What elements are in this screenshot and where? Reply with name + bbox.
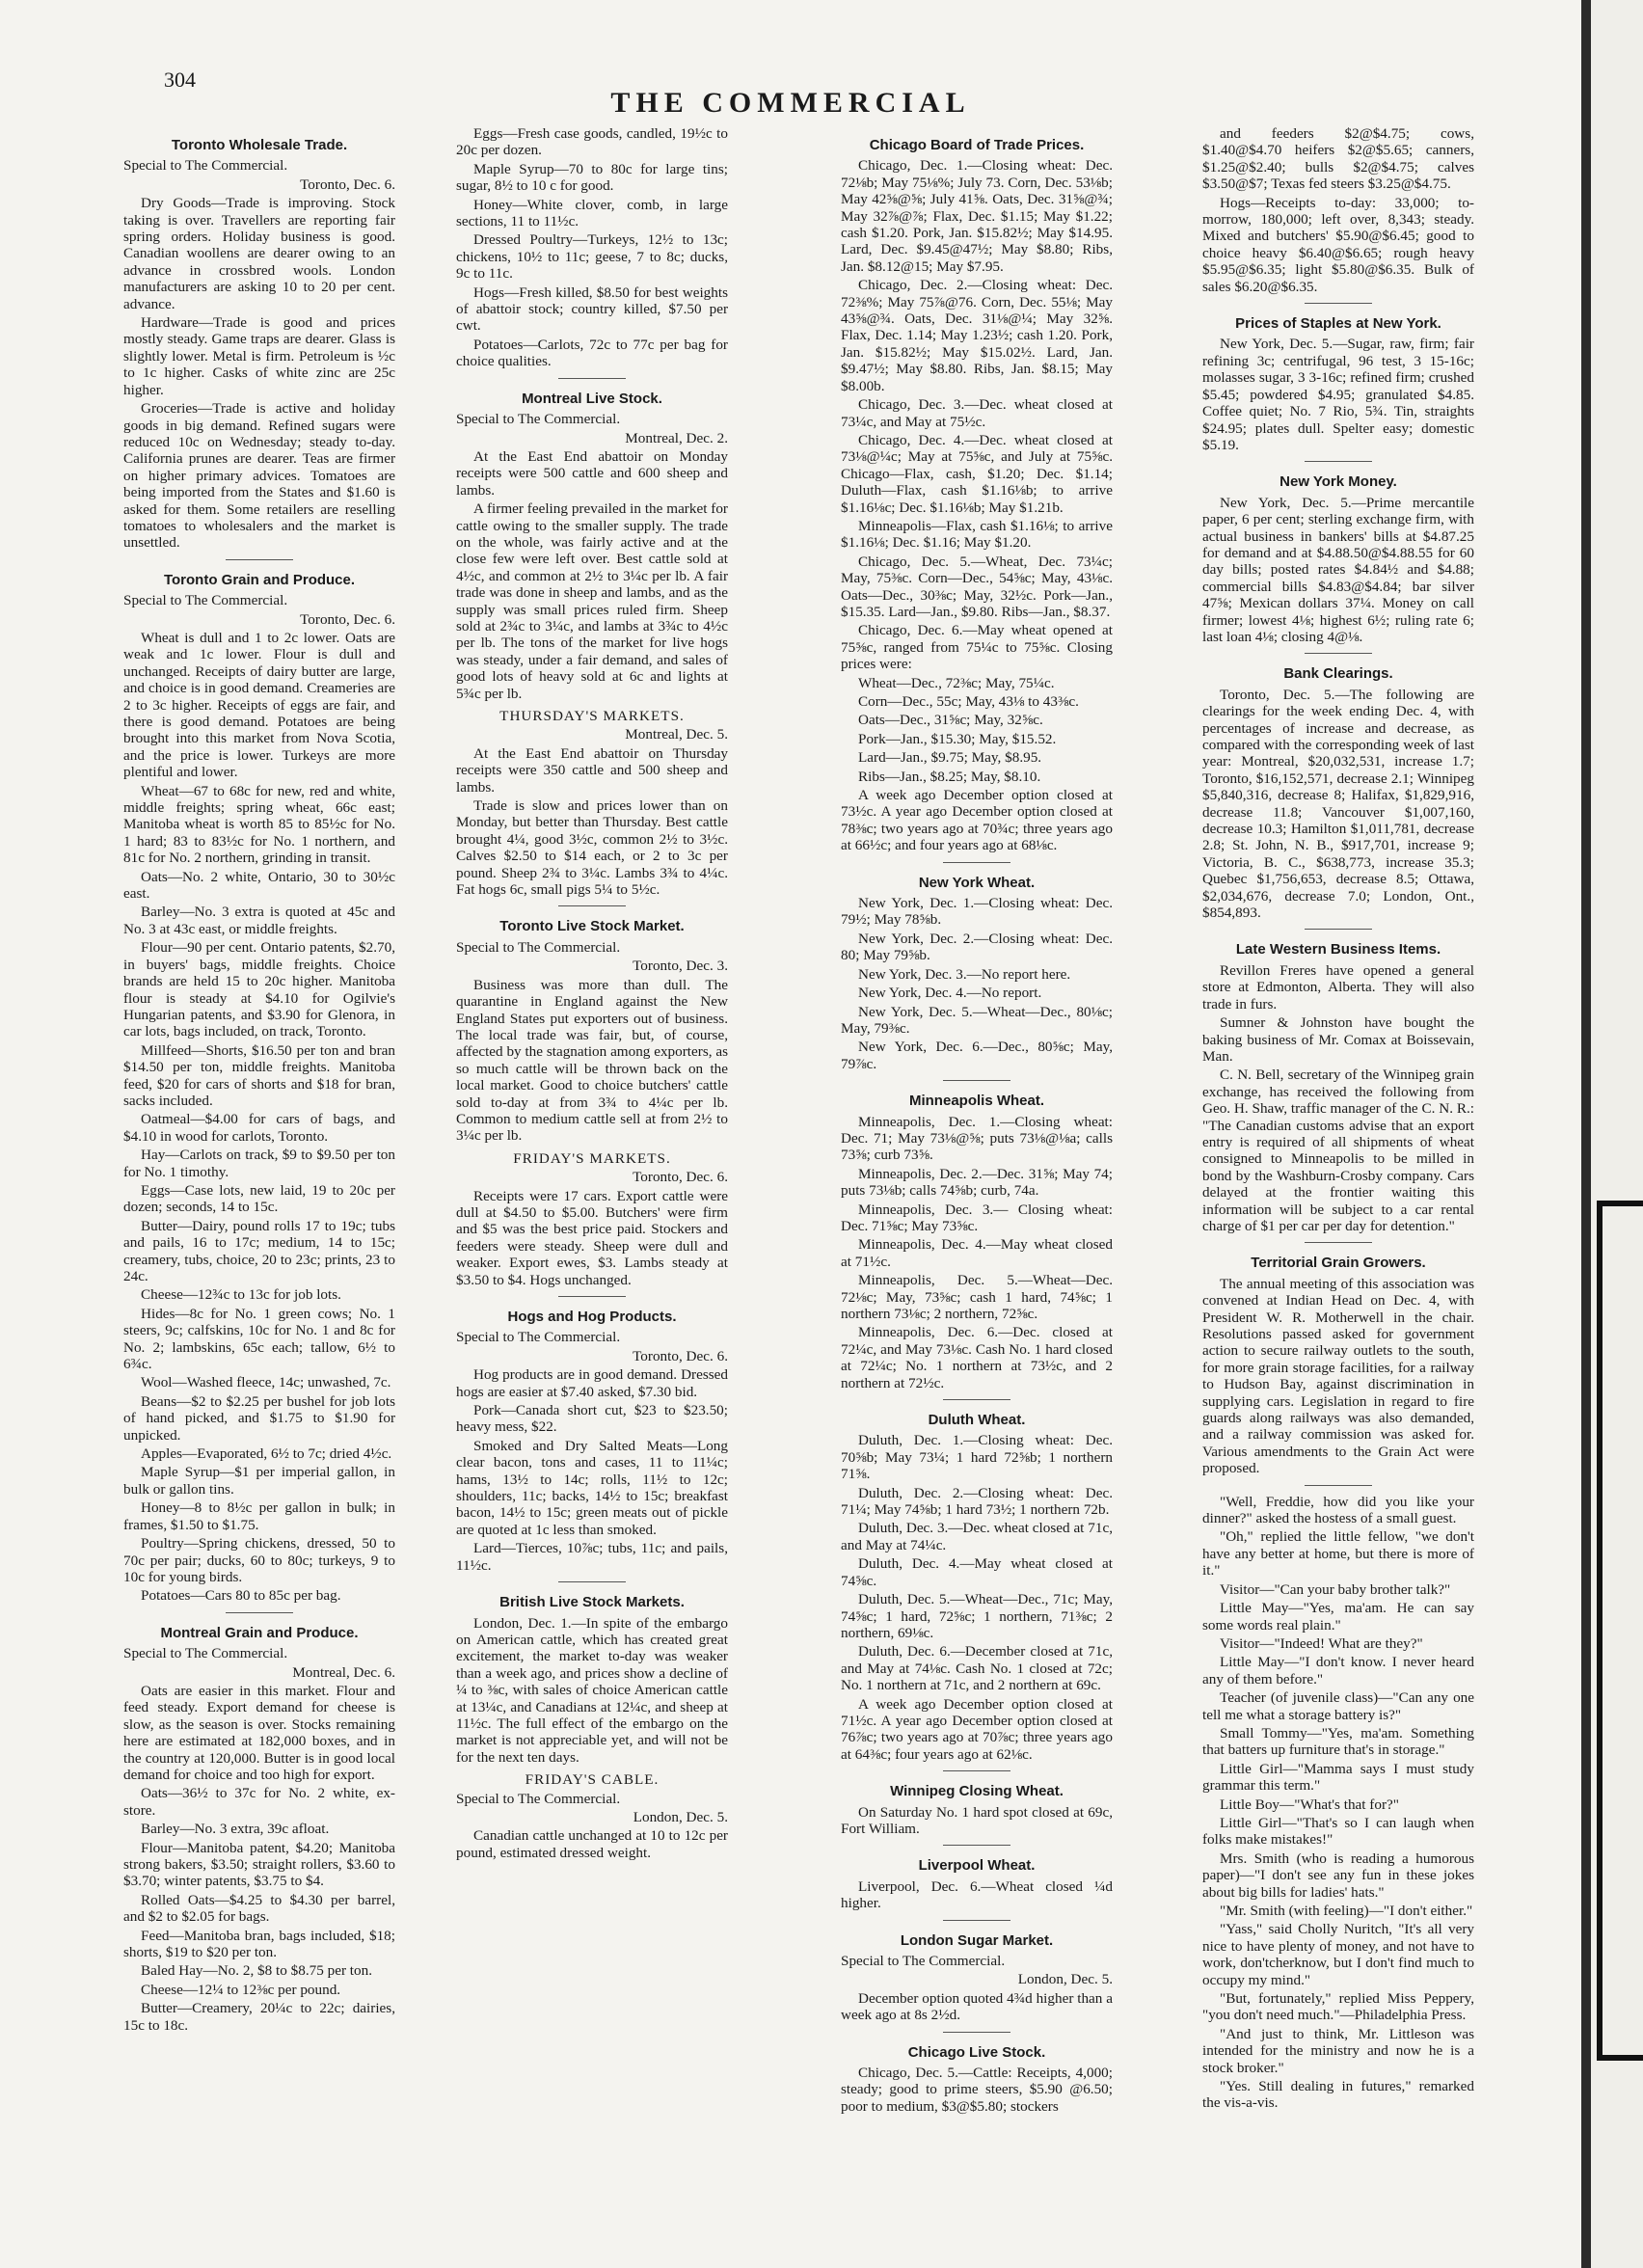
divider bbox=[1305, 653, 1372, 654]
section-heading: Late Western Business Items. bbox=[1235, 941, 1441, 958]
paragraph: Honey—8 to 8½c per gallon in bulk; in frames, $1.50 to $1.75. bbox=[123, 1499, 395, 1533]
paragraph: Sumner & Johnston have bought the baking business of Mr. Comax at Boissevain, Man. bbox=[1202, 1014, 1474, 1065]
paragraph: Honey—White clover, comb, in large sections, 11 to 11½c. bbox=[456, 196, 728, 230]
paragraph: Minneapolis, Dec. 6.—Dec. closed at 72¼c, and May 73⅛c. Cash No. 1 hard closed at 72¼c; No. 1 northern at 73½c, and 2 northern at 72½c. bbox=[841, 1324, 1113, 1391]
paragraph: Wool—Washed fleece, 14c; unwashed, 7c. bbox=[141, 1374, 391, 1391]
paragraph: Duluth, Dec. 4.—May wheat closed at 74⅝c. bbox=[841, 1555, 1113, 1589]
divider bbox=[558, 1581, 626, 1582]
paragraph: Oats are easier in this market. Flour and feed steady. Export demand for cheese is slow, as the season is over. Stocks remaining here are estimated at 182,000 boxes, and in the country at 120,000. Butter is in good local demand for choice and too high for export. bbox=[123, 1682, 395, 1783]
paragraph: "Well, Freddie, how did you like your dinner?" asked the hostess of a small guest. bbox=[1202, 1493, 1474, 1527]
paragraph: Cheese—12¼ to 12⅜c per pound. bbox=[141, 1981, 341, 1998]
paragraph: Receipts were 17 cars. Export cattle were dull at $4.50 to $5.00. Butchers' were firm and $5 was the best price paid. Stockers and feeders were steady. Sheep were dull and weaker. Export ewes, $3. Lambs steady at $3.50 to $4. Hogs unchanged. bbox=[456, 1187, 728, 1288]
paragraph: Little May—"Yes, ma'am. He can say some words real plain." bbox=[1202, 1600, 1474, 1634]
paragraph: Apples—Evaporated, 6½ to 7c; dried 4½c. bbox=[141, 1445, 392, 1463]
paragraph: London, Dec. 1.—In spite of the embargo on American cattle, which has created great excitement, the market to-day was weaker than a week ago, and prices show a decline of ¼ to ⅜c, with sales of choice American cattle at 13¼c, and Canadians at 12¼c, and sheep at 11½c. The full effect of the embargo on the market is not appreciable yet, and will not be for the next ten days. bbox=[456, 1614, 728, 1766]
paragraph: Potatoes—Cars 80 to 85c per bag. bbox=[141, 1587, 341, 1605]
paragraph: Wheat—Dec., 72⅜c; May, 75¼c. bbox=[858, 674, 1055, 691]
paragraph: Eggs—Fresh case goods, candled, 19½c to 20c per dozen. bbox=[456, 125, 728, 159]
paragraph: "Yes. Still dealing in futures," remarked the vis-a-vis. bbox=[1202, 2078, 1474, 2112]
paragraph: Barley—No. 3 extra, 39c afloat. bbox=[141, 1821, 330, 1838]
paragraph: Lard—Tierces, 10⅞c; tubs, 11c; and pails, 11½c. bbox=[456, 1540, 728, 1574]
paragraph: Oatmeal—$4.00 for cars of bags, and $4.10 in wood for carlots, Toronto. bbox=[123, 1111, 395, 1145]
paragraph: Minneapolis, Dec. 5.—Wheat—Dec. 72⅛c; May, 73⅝c; cash 1 hard, 74⅝c; 1 northern 73⅛c; 2 northern, 72⅝c. bbox=[841, 1272, 1113, 1322]
masthead: THE COMMERCIAL bbox=[610, 87, 971, 119]
section-heading: Toronto Grain and Produce. bbox=[163, 571, 356, 588]
paragraph: A firmer feeling prevailed in the market for cattle owing to the smaller supply. The trade on the whole, was fairly active and at the close few were left over. Best cattle sold at 4½c, and common at 2½ to 3¼c per lb. A fair trade was done in sheep and lambs, and as the supply was small prices ruled firm. Sheep sold at 2¾c to 3¼c, and lambs at 3¾c to 4½c per lb. The tons of the market for live hogs was steady, under a fair demand, and sales of good lots of heavy sold at 6c and lights at 5¾c per lb. bbox=[456, 500, 728, 702]
paragraph: New York, Dec. 5.—Sugar, raw, firm; fair refining 3c; centrifugal, 96 test, 3 15-16c; molasses sugar, 3 3-16c; refined firm; crushed $5.45; powdered $4.95; granulated $4.85. Coffee quiet; No. 7 Rio, 5¾. Tin, straights $24.95; plates dull. Spelter easy; domestic $5.19. bbox=[1202, 336, 1474, 453]
paragraph: Chicago, Dec. 6.—May wheat opened at 75⅝c, ranged from 75¼c to 75⅝c. Closing prices were: bbox=[841, 622, 1113, 673]
paragraph: C. N. Bell, secretary of the Winnipeg grain exchange, has received the following from Geo. H. Shaw, traffic manager of the C. N. R.: "The Canadian customs advise that an export entry is required of all shipments of wheat consigned to Minneapolis to be milled in bond by the Washburn-Crosby company. Cars delayed at the frontier waiting this information will be subject to a car rental charge of $1 per car per day for detention." bbox=[1202, 1066, 1474, 1234]
paragraph: Flour—90 per cent. Ontario patents, $2.70, in buyers' bags, middle freights. Choice brands are held 15 to 20c higher. Manitoba flour is steady at $4.10 for Ogilvie's Hungarian patents, and $3.90 for Glenora, in car lots, bags included, on track, Toronto. bbox=[123, 939, 395, 1040]
paragraph: Chicago, Dec. 1.—Closing wheat: Dec. 72⅛b; May 75⅛%; July 73. Corn, Dec. 53⅛b; May 42⅝@⅝; July 41⅝. Oats, Dec. 31⅝@¾; May 32⅞@⅞; Flax, Dec. $1.15; May $1.22; cash $1.20. Pork, Jan. $15.82½; May $14.95. Lard, Dec. $9.45@47½; May $8.80; Ribs, Jan. $8.12@15; May $7.95. bbox=[841, 157, 1113, 275]
section-heading: British Live Stock Markets. bbox=[499, 1594, 685, 1611]
paragraph: Revillon Freres have opened a general store at Edmonton, Alberta. They will also trade in furs. bbox=[1202, 961, 1474, 1012]
dateline: London, Dec. 5. bbox=[1017, 1971, 1113, 1988]
section-heading: Minneapolis Wheat. bbox=[908, 1093, 1044, 1110]
divider bbox=[943, 862, 1010, 863]
dateline: Toronto, Dec. 6. bbox=[633, 1347, 728, 1364]
paragraph: "Mr. Smith (with feeling)—"I don't either." bbox=[1220, 1903, 1473, 1919]
paragraph: Chicago, Dec. 5.—Wheat, Dec. 73¼c; May, 75⅜c. Corn—Dec., 54⅝c; May, 43⅛c. Oats—Dec., 30⅜c; May, 32½c. Pork—Jan., $15.35. Lard—Jan., $9.80. Ribs—Jan., $8.37. bbox=[841, 553, 1113, 620]
byline: Special to The Commercial. bbox=[123, 592, 288, 609]
divider bbox=[558, 905, 626, 906]
paragraph: Maple Syrup—70 to 80c for large tins; sugar, 8½ to 10 c for good. bbox=[456, 160, 728, 195]
divider bbox=[943, 1399, 1010, 1400]
column-2 bbox=[456, 125, 728, 1863]
section-heading: Chicago Board of Trade Prices. bbox=[869, 137, 1085, 153]
paragraph: New York, Dec. 5.—Wheat—Dec., 80⅛c; May, 79⅜c. bbox=[841, 1003, 1113, 1037]
byline: Special to The Commercial. bbox=[841, 1953, 1006, 1969]
divider bbox=[943, 1770, 1010, 1771]
paragraph: Minneapolis—Flax, cash $1.16⅛; to arrive $1.16⅛; Dec. $1.16; May $1.20. bbox=[841, 517, 1113, 552]
paragraph: Business was more than dull. The quarantine in England against the New England States put exporters out of business. The local trade was fair, but, of course, affected by the stagnation among exporters, as so much cattle will be thrown back on the local market. Good to choice butchers' cattle sold to-day at from 3¾ to 4¼c per lb. Common to medium cattle sell at from 2½ to 3¼c per lb. bbox=[456, 976, 728, 1145]
section-heading: London Sugar Market. bbox=[900, 1931, 1054, 1949]
paragraph: Pork—Canada short cut, $23 to $23.50; heavy mess, $22. bbox=[456, 1402, 728, 1436]
divider bbox=[1305, 461, 1372, 462]
paragraph: Little May—"I don't know. I never heard any of them before." bbox=[1202, 1654, 1474, 1688]
divider bbox=[943, 2032, 1010, 2033]
paragraph: Teacher (of juvenile class)—"Can any one tell me what a storage battery is?" bbox=[1202, 1689, 1474, 1723]
paragraph: Groceries—Trade is active and holiday goods in big demand. Refined sugars were reduced 10c on Wednesday; steady to-day. California prunes are dearer. Teas are firmer on higher primary advices. Tomatoes are being imported from the States and $1.60 is asked for them. Some retailers are reselling tomatoes to wholesalers and the market is unsettled. bbox=[123, 400, 395, 552]
paragraph: "Yass," said Cholly Nuritch, "It's all very nice to have plenty of money, and not have to work, don'tcherknow, but I don't find much to occupy my mind." bbox=[1202, 1921, 1474, 1988]
dateline: Montreal, Dec. 2. bbox=[625, 429, 728, 446]
paragraph: New York, Dec. 6.—Dec., 80⅝c; May, 79⅞c. bbox=[841, 1039, 1113, 1072]
paragraph: Duluth, Dec. 3.—Dec. wheat closed at 71c, and May at 74¼c. bbox=[841, 1520, 1113, 1553]
section-heading: Territorial Grain Growers. bbox=[1251, 1255, 1426, 1272]
paragraph: Millfeed—Shorts, $16.50 per ton and bran $14.50 per ton, middle freights. Manitoba feed, $20 for cars of shorts and $18 for bran, sacks included. bbox=[123, 1041, 395, 1109]
paragraph: The annual meeting of this association was convened at Indian Head on Dec. 4, with President W. R. Motherwell in the chair. Resolutions passed asked for government action to secure railway outlets to the south, for more grain storage facilities, for a railway to Hudson Bay, against discrimination in supplying cars. Legislation in regard to fire guards along railways was also demanded, and a railway commission was asked for. Various amendments to the Grain Act were proposed. bbox=[1202, 1275, 1474, 1477]
section-heading: Bank Clearings. bbox=[1283, 665, 1393, 683]
paragraph: At the East End abattoir on Thursday receipts were 350 cattle and 500 sheep and lambs. bbox=[456, 744, 728, 796]
paragraph: Dry Goods—Trade is improving. Stock taking is over. Travellers are reporting fair spring orders. Holiday business is good. Canadian woollens are dearer owing to an advance in crossbred wools. London manufacturers are asking 10 to 20 per cent. advance. bbox=[123, 195, 395, 312]
section-heading: Toronto Wholesale Trade. bbox=[171, 137, 348, 153]
paragraph: Dressed Poultry—Turkeys, 12½ to 13c; chickens, 10½ to 11c; geese, 7 to 8c; ducks, 9c to 11c. bbox=[456, 231, 728, 283]
paragraph: Baled Hay—No. 2, $8 to $8.75 per ton. bbox=[141, 1962, 373, 1980]
paragraph: Duluth, Dec. 6.—December closed at 71c, and May at 74⅛c. Cash No. 1 closed at 72c; No. 1 northern at 71c, and 2 northern at 69c. bbox=[841, 1643, 1113, 1694]
paragraph: Hog products are in good demand. Dressed hogs are easier at $7.40 asked, $7.30 bid. bbox=[456, 1366, 728, 1400]
section-heading: Montreal Grain and Produce. bbox=[160, 1624, 359, 1641]
paragraph: Oats—No. 2 white, Ontario, 30 to 30½c east. bbox=[123, 868, 395, 903]
paragraph: Chicago, Dec. 5.—Cattle: Receipts, 4,000; steady; good to prime steers, $5.90 @6.50; poor to medium, $3@$5.80; stockers bbox=[841, 2065, 1113, 2115]
byline: Special to The Commercial. bbox=[456, 1790, 621, 1807]
dateline: Montreal, Dec. 5. bbox=[625, 726, 728, 743]
paragraph: "Oh," replied the little fellow, "we don't have any better at home, but there is more of it." bbox=[1202, 1528, 1474, 1580]
section-heading: Toronto Live Stock Market. bbox=[499, 918, 685, 935]
paragraph: "And just to think, Mr. Littleson was intended for the ministry and now he is a stock broker." bbox=[1202, 2025, 1474, 2076]
paragraph: A week ago December option closed at 73½c. A year ago December option closed at 78⅜c; two years ago at 70¾c; three years ago at 66½c; and four years ago at 68⅛c. bbox=[841, 787, 1113, 854]
dateline: Montreal, Dec. 6. bbox=[292, 1663, 395, 1681]
paragraph: Minneapolis, Dec. 4.—May wheat closed at 71½c. bbox=[841, 1236, 1113, 1270]
section-heading: Hogs and Hog Products. bbox=[507, 1309, 677, 1325]
paragraph: Hardware—Trade is good and prices mostly steady. Game traps are dearer. Glass is slightly lower. Metal is firm. Petroleum is ½c to 1c higher. Casks of white zinc are 25c higher. bbox=[123, 314, 395, 398]
paragraph: Hogs—Receipts to-day: 33,000; to-morrow, 180,000; left over, 8,343; steady. Mixed and butchers' $5.90@$6.45; good to choice heavy $6.40@$6.65; rough heavy $5.95@$6.35; light $5.80@$6.35. Bulk of sales $6.20@$6.35. bbox=[1202, 194, 1474, 295]
subheading: THURSDAY'S MARKETS. bbox=[499, 708, 685, 724]
divider bbox=[1305, 929, 1372, 930]
paragraph: Beans—$2 to $2.25 per bushel for job lots of hand picked, and $1.75 to $1.90 for unpicked. bbox=[123, 1392, 395, 1444]
dateline: Toronto, Dec. 6. bbox=[633, 1169, 728, 1186]
paragraph: Visitor—"Indeed! What are they?" bbox=[1220, 1634, 1423, 1652]
section-heading: Chicago Live Stock. bbox=[907, 2043, 1046, 2061]
paragraph: Mrs. Smith (who is reading a humorous paper)—"I don't see any fun in these jokes about big bills for ladies' hats." bbox=[1202, 1850, 1474, 1901]
section-heading: Montreal Live Stock. bbox=[522, 390, 662, 407]
paragraph: Small Tommy—"Yes, ma'am. Something that batters up furniture that's in storage." bbox=[1202, 1724, 1474, 1759]
paragraph: Wheat is dull and 1 to 2c lower. Oats are weak and 1c lower. Flour is dull and unchanged. Receipts of dairy butter are large, and choice is in good demand. Creameries are 2 to 3c higher. Receipts of eggs are fair, and there is good demand. Potatoes are being brought into this market from Nova Scotia, and the price is lower. Turkeys are more plentiful and lower. bbox=[123, 629, 395, 781]
divider bbox=[1305, 303, 1372, 304]
subheading: FRIDAY'S CABLE. bbox=[525, 1771, 660, 1789]
paragraph: Minneapolis, Dec. 2.—Dec. 31⅝; May 74; puts 73⅛b; calls 74⅝b; curb, 74a. bbox=[841, 1165, 1113, 1200]
column-3 bbox=[841, 125, 1113, 2117]
section-heading: Winnipeg Closing Wheat. bbox=[890, 1783, 1064, 1800]
divider bbox=[1305, 1242, 1372, 1243]
section-heading: Liverpool Wheat. bbox=[918, 1857, 1036, 1875]
paragraph: Oats—Dec., 31⅝c; May, 32⅝c. bbox=[858, 712, 1043, 729]
paragraph: Liverpool, Dec. 6.—Wheat closed ¼d higher. bbox=[841, 1877, 1113, 1912]
section-heading: New York Money. bbox=[1279, 473, 1397, 491]
paragraph: Feed—Manitoba bran, bags included, $18; shorts, $19 to $20 per ton. bbox=[123, 1927, 395, 1961]
byline: Special to The Commercial. bbox=[456, 1329, 621, 1346]
paragraph: On Saturday No. 1 hard spot closed at 69c, Fort William. bbox=[841, 1803, 1113, 1837]
paragraph: Canadian cattle unchanged at 10 to 12c per pound, estimated dressed weight. bbox=[456, 1827, 728, 1861]
paragraph: At the East End abattoir on Monday receipts were 500 cattle and 600 sheep and lambs. bbox=[456, 447, 728, 499]
advertisement-frame bbox=[1597, 1201, 1643, 2061]
paragraph: Butter—Creamery, 20¼c to 22c; dairies, 15c to 18c. bbox=[123, 2000, 395, 2034]
divider bbox=[943, 1845, 1010, 1846]
paragraph: and feeders $2@$4.75; cows, $1.40@$4.70 heifers $2@$5.65; canners, $1.25@$2.40; bulls $2@$4.75; calves $3.50@$7; Texas fed steers $3.25@$4.75. bbox=[1202, 125, 1474, 193]
paragraph: Pork—Jan., $15.30; May, $15.52. bbox=[858, 730, 1057, 747]
page-number: 304 bbox=[164, 68, 196, 92]
byline: Special to The Commercial. bbox=[456, 938, 621, 956]
paragraph: A week ago December option closed at 71½c. A year ago December option closed at 76⅞c; two years ago at 70⅞c; three years ago at 64⅜c; four years ago at 62⅛c. bbox=[841, 1695, 1113, 1763]
paragraph: Poultry—Spring chickens, dressed, 50 to 70c per pair; ducks, 60 to 80c; turkeys, 9 to 10c for young birds. bbox=[123, 1535, 395, 1585]
paragraph: Chicago, Dec. 2.—Closing wheat: Dec. 72⅜%; May 75⅞@76. Corn, Dec. 55⅛; May 43⅝@¾. Oats, Dec. 31⅛@¼; May 32⅝. Flax, Dec. 1.14; May 1.23½; cash 1.20. Pork, Jan. $15.82½; May $15.02½. Lard, Jan. $9.47½; May $8.80. Ribs, Jan. $8.15; May $8.00b. bbox=[841, 277, 1113, 394]
paragraph: Smoked and Dry Salted Meats—Long clear bacon, tons and cases, 11 to 11¼c; hams, 13½ to 14c; rolls, 11½ to 12c; shoulders, 11c; backs, 14½ to 15c; breakfast bacon, 14½ to 15c; green meats out of pickle are quoted at 1c less than smoked. bbox=[456, 1437, 728, 1538]
byline: Special to The Commercial. bbox=[123, 157, 288, 175]
section-heading: Duluth Wheat. bbox=[928, 1412, 1026, 1429]
paragraph: New York, Dec. 1.—Closing wheat: Dec. 79½; May 78⅝b. bbox=[841, 895, 1113, 929]
dateline: Toronto, Dec. 3. bbox=[633, 958, 728, 975]
paragraph: Maple Syrup—$1 per imperial gallon, in bulk or gallon tins. bbox=[123, 1464, 395, 1498]
paragraph: December option quoted 4¾d higher than a week ago at 8s 2½d. bbox=[841, 1989, 1113, 2024]
paragraph: Visitor—"Can your baby brother talk?" bbox=[1220, 1580, 1451, 1598]
paragraph: Duluth, Dec. 2.—Closing wheat: Dec. 71¼; May 74⅝b; 1 hard 73½; 1 northern 72b. bbox=[841, 1484, 1113, 1519]
paragraph: New York, Dec. 3.—No report here. bbox=[858, 965, 1071, 983]
paragraph: Butter—Dairy, pound rolls 17 to 19c; tubs and pails, 16 to 17c; medium, 14 to 15c; creamery, tubs, choice, 20 to 23c; prints, 23 to 24c. bbox=[123, 1217, 395, 1284]
paragraph: Minneapolis, Dec. 1.—Closing wheat: Dec. 71; May 73⅛@⅝; puts 73⅛@⅛a; calls 73⅝; curb 73⅝. bbox=[841, 1113, 1113, 1164]
paragraph: Little Boy—"What's that for?" bbox=[1220, 1796, 1399, 1813]
paragraph: Duluth, Dec. 1.—Closing wheat: Dec. 70⅝b; May 73¼; 1 hard 72⅝b; 1 northern 71⅝. bbox=[841, 1432, 1113, 1483]
paragraph: New York, Dec. 4.—No report. bbox=[858, 985, 1042, 1002]
byline: Special to The Commercial. bbox=[456, 411, 621, 428]
paragraph: Corn—Dec., 55c; May, 43⅛ to 43⅜c. bbox=[858, 693, 1079, 710]
paragraph: Chicago, Dec. 4.—Dec. wheat closed at 73⅛@¼c; May at 75⅝c, and July at 75⅝c. Chicago—Flax, cash, $1.20; Dec. $1.14; Duluth—Flax, cash $1.16⅛b; to arrive $1.16⅛c; Dec. $1.16⅛b; May $1.21b. bbox=[841, 431, 1113, 516]
divider bbox=[1305, 1485, 1372, 1486]
divider bbox=[226, 1612, 293, 1613]
paragraph: Eggs—Case lots, new laid, 19 to 20c per dozen; seconds, 14 to 15c. bbox=[123, 1181, 395, 1216]
adjacent-page-fragment bbox=[1591, 0, 1643, 2268]
paragraph: "But, fortunately," replied Miss Peppery, "you don't need much."—Philadelphia Press. bbox=[1202, 1990, 1474, 2024]
paragraph: Duluth, Dec. 5.—Wheat—Dec., 71c; May, 74⅝c; 1 hard, 72⅝c; 1 northern, 71⅜c; 2 northern, 69⅛c. bbox=[841, 1591, 1113, 1641]
paragraph: Little Girl—"That's so I can laugh when folks make mistakes!" bbox=[1202, 1814, 1474, 1849]
paragraph: New York, Dec. 5.—Prime mercantile paper, 6 per cent; sterling exchange firm, with actual business in bankers' bills at $4.87.25 for demand and at $4.88.50@$4.88.55 for 60 day bills; posted rates $4.84½ and $4.88; commercial bills $4.83@$4.84; bar silver 47⅝; Mexican dollars 37¼. Money on call firmer; lowest 4⅛; highest 6½; ruling rate 6; last loan 4⅛; closing 4@⅛. bbox=[1202, 494, 1474, 645]
paragraph: Barley—No. 3 extra is quoted at 45c and No. 3 at 43c east, or middle freights. bbox=[123, 904, 395, 937]
divider bbox=[943, 1080, 1010, 1081]
byline: Special to The Commercial. bbox=[123, 1645, 288, 1662]
paragraph: Hides—8c for No. 1 green cows; No. 1 steers, 9c; calfskins, 10c for No. 1 and 8c for No. 2; lambskins, 65c each; tallow, 6½ to 6¾c. bbox=[123, 1305, 395, 1373]
paragraph: Flour—Manitoba patent, $4.20; Manitoba strong bakers, $3.50; straight rollers, $3.60 to $3.70; winter patents, $3.75 to $4. bbox=[123, 1839, 395, 1890]
paragraph: Rolled Oats—$4.25 to $4.30 per barrel, and $2 to $2.05 for bags. bbox=[123, 1891, 395, 1926]
paragraph: Toronto, Dec. 5.—The following are clearings for the week ending Dec. 4, with percentages of increase and decrease, as compared with the corresponding week of last year: Montreal, $20,032,531, increase 1.7; Toronto, $16,152,571, decrease 2.1; Winnipeg $5,840,316, decrease 8; Halifax, $1,829,916, decrease 11.8; Vancouver $1,007,160, decrease 10.3; Hamilton $1,011,781, decrease 2.8; St. John, N. B., $917,701, increase 9; Victoria, B. C., $638,773, increase 35.3; Quebec $1,756,653, decrease 8.5; Ottawa, $2,034,676, decrease 7.0; London, Ont., $854,893. bbox=[1202, 686, 1474, 922]
paragraph: Ribs—Jan., $8.25; May, $8.10. bbox=[858, 768, 1041, 785]
paragraph: New York, Dec. 2.—Closing wheat: Dec. 80; May 79⅝b. bbox=[841, 930, 1113, 964]
section-heading: New York Wheat. bbox=[918, 874, 1036, 891]
paragraph: Chicago, Dec. 3.—Dec. wheat closed at 73¼c, and May at 75½c. bbox=[841, 396, 1113, 430]
divider bbox=[558, 378, 626, 379]
paragraph: Trade is slow and prices lower than on Monday, but better than Thursday. Best cattle brought 4¼, good 3½c, common 2½ to 3½c. Calves $2.50 to $14 each, or 2 to 3c per pound. Sheep 2¾ to 3¼c. Lambs 3¾ to 4¼c. Fat hogs 6c, small pigs 5¼ to 5½c. bbox=[456, 797, 728, 899]
paragraph: Cheese—12¾c to 13c for job lots. bbox=[141, 1286, 341, 1304]
column-4 bbox=[1202, 125, 1474, 2114]
paragraph: Oats—36½ to 37c for No. 2 white, ex-store. bbox=[123, 1785, 395, 1819]
paragraph: Minneapolis, Dec. 3.— Closing wheat: Dec. 71⅝c; May 73⅝c. bbox=[841, 1201, 1113, 1234]
paragraph: Wheat—67 to 68c for new, red and white, middle freights; spring wheat, 66c east; Manitoba wheat is worth 85 to 85½c for No. 1 hard; 83 to 83½c for No. 1 northern, and 81c for No. 2 northern, grinding in transit. bbox=[123, 782, 395, 867]
paragraph: Little Girl—"Mamma says I must study grammar this term." bbox=[1202, 1760, 1474, 1795]
divider bbox=[226, 559, 293, 560]
divider bbox=[558, 1296, 626, 1297]
column-1 bbox=[123, 125, 395, 2036]
paragraph: Hogs—Fresh killed, $8.50 for best weights of abattoir stock; country killed, $7.50 per cwt. bbox=[456, 284, 728, 335]
paragraph: Hay—Carlots on track, $9 to $9.50 per ton for No. 1 timothy. bbox=[123, 1147, 395, 1180]
paragraph: Potatoes—Carlots, 72c to 77c per bag for choice qualities. bbox=[456, 336, 728, 370]
paragraph: Lard—Jan., $9.75; May, $8.95. bbox=[858, 749, 1042, 767]
scan-binding-edge bbox=[1581, 0, 1591, 2268]
dateline: Toronto, Dec. 6. bbox=[300, 176, 395, 193]
dateline: London, Dec. 5. bbox=[633, 1808, 728, 1825]
subheading: FRIDAY'S MARKETS. bbox=[513, 1149, 671, 1167]
section-heading: Prices of Staples at New York. bbox=[1235, 315, 1441, 333]
divider bbox=[943, 1920, 1010, 1921]
dateline: Toronto, Dec. 6. bbox=[300, 610, 395, 628]
